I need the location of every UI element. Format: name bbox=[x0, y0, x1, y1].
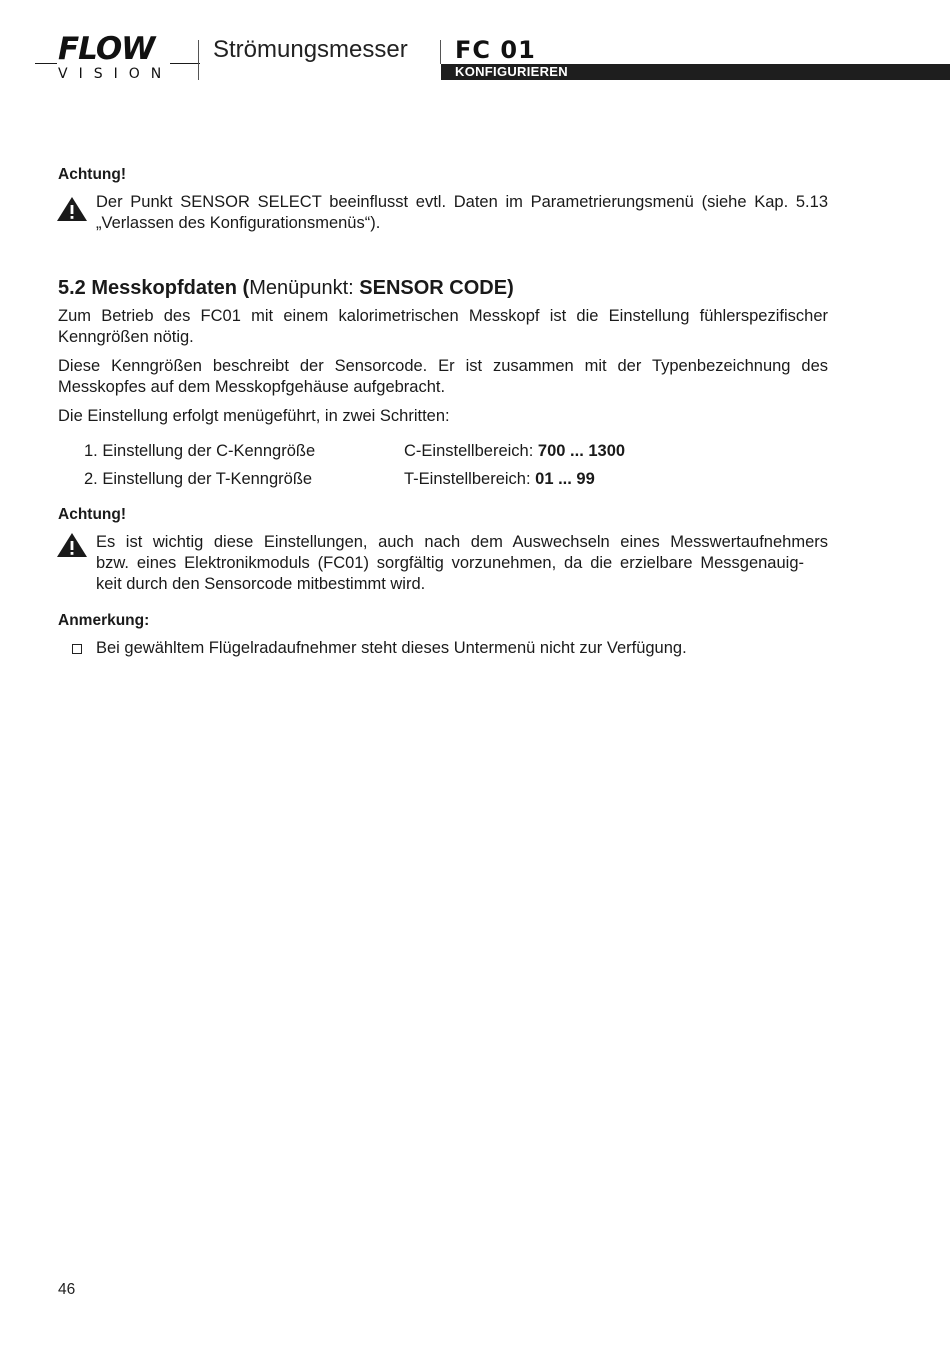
step-1-label: 1. Einstellung der C-Kenngröße bbox=[84, 442, 316, 460]
warning-triangle-icon bbox=[56, 196, 88, 222]
warning-triangle-icon bbox=[56, 532, 88, 558]
warning-label: Achtung! bbox=[58, 166, 127, 183]
note-item: Bei gewähltem Flügelradaufnehmer steht dieses Untermenü nicht zur Verfügung. bbox=[96, 639, 687, 657]
logo-subtext: VISION bbox=[58, 66, 173, 82]
header-model: FC 01 bbox=[455, 36, 536, 64]
step-2-range-label: T-Einstellbereich: bbox=[404, 470, 531, 488]
section-paragraph-3: Die Einstellung erfolgt menügeführt, in zwei Schritten: bbox=[58, 407, 450, 425]
section-heading bbox=[58, 276, 514, 300]
header-section-label: KONFIGURIEREN bbox=[455, 64, 568, 79]
header-title: Strömungsmesser bbox=[213, 36, 408, 63]
step-2-range bbox=[404, 469, 595, 490]
section-heading-paren: ( bbox=[242, 277, 250, 299]
section-paragraph-1: Zum Betrieb des FC01 mit einem kalorimetrischen Messkopf ist die Einstellung fühlerspezifischer Kenngrößen nötig. bbox=[58, 307, 828, 346]
header-divider-right bbox=[440, 40, 441, 64]
step-1-range-value: 700 ... 1300 bbox=[537, 442, 626, 460]
warning-text-line-3: keit durch den Sensorcode mitbestimmt wird. bbox=[96, 575, 426, 593]
checkbox-bullet-icon bbox=[72, 644, 82, 654]
section-heading-menu: Menüpunkt: bbox=[249, 277, 354, 299]
step-1-range-label: C-Einstellbereich: bbox=[404, 442, 534, 460]
warning-text: Der Punkt SENSOR SELECT beeinflusst evtl. Daten im Parametrierungsmenü (siehe Kap. 5.13 „Verlassen des Konfigurationsmenüs“). bbox=[96, 193, 828, 232]
section-heading-number: 5.2 Messkopfdaten bbox=[58, 277, 237, 299]
logo-underline-left bbox=[35, 63, 57, 64]
header-divider-left bbox=[198, 40, 199, 80]
section-heading-code: SENSOR CODE) bbox=[359, 277, 514, 299]
warning-text-line-1: Es ist wichtig diese Einstellungen, auch nach dem Auswechseln eines Messwertaufnehmers bbox=[96, 533, 828, 551]
step-1-range bbox=[404, 441, 625, 462]
step-2-range-value: 01 ... 99 bbox=[535, 470, 595, 488]
page-number: 46 bbox=[58, 1281, 76, 1298]
warning-text-line-2: bzw. eines Elektronikmoduls (FC01) sorgfältig vorzunehmen, da die erzielbare Messgenauig- bbox=[96, 554, 804, 572]
step-2-label: 2. Einstellung der T-Kenngröße bbox=[84, 470, 313, 488]
header-section-bar bbox=[441, 64, 950, 80]
logo-underline-right bbox=[170, 63, 200, 64]
section-paragraph-2: Diese Kenngrößen beschreibt der Sensorcode. Er ist zusammen mit der Typenbezeichnung des Messkopfes auf dem Messkopfgehäuse aufgebracht. bbox=[58, 357, 828, 396]
warning-label: Achtung! bbox=[58, 506, 127, 523]
note-label: Anmerkung: bbox=[58, 612, 150, 629]
logo-wordmark: FLOW bbox=[58, 31, 155, 67]
